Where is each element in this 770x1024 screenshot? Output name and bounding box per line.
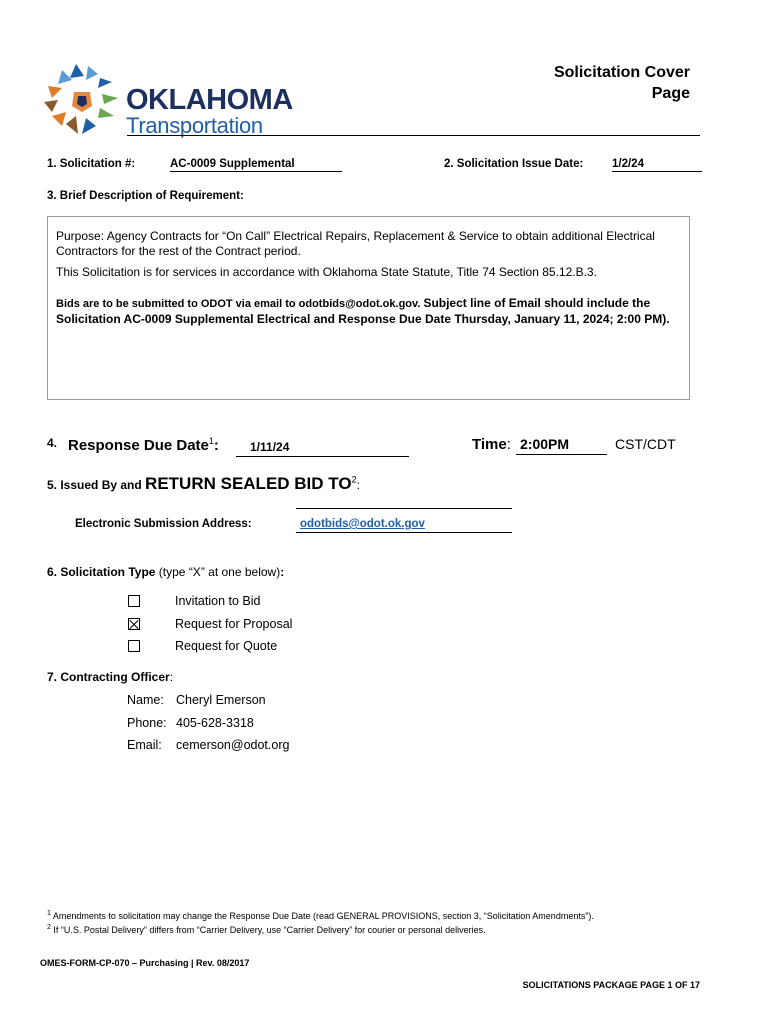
officer-phone-label: Phone: xyxy=(127,716,167,730)
issued-by-rule xyxy=(296,508,512,509)
page-title xyxy=(554,62,690,104)
response-due-date-value: 1/11/24 xyxy=(250,440,290,454)
timezone-text: CST/CDT xyxy=(615,436,676,452)
time-value: 2:00PM xyxy=(520,436,570,452)
officer-email-label: Email: xyxy=(127,738,162,752)
footer-page-number: SOLICITATIONS PACKAGE PAGE 1 OF 17 xyxy=(522,980,700,990)
response-footnote-marker: 1 xyxy=(208,436,214,446)
submission-address-link[interactable]: odotbids@odot.ok.gov xyxy=(300,518,425,530)
checkbox-request-for-quote[interactable] xyxy=(128,640,140,652)
header-divider xyxy=(127,135,700,136)
solicitation-number-field[interactable] xyxy=(170,158,342,172)
issued-by-footnote-marker: 2 xyxy=(351,474,357,485)
response-due-date-field[interactable] xyxy=(236,440,409,457)
time-colon: : xyxy=(506,436,511,453)
issue-date-label: 2. Solicitation Issue Date: xyxy=(444,158,584,170)
solicitation-type-label xyxy=(47,565,284,579)
bids-email-text: Bids are to be submitted to ODOT via email to odotbids@odot.ok.gov. xyxy=(56,298,424,310)
oklahoma-star-logo-icon xyxy=(40,60,124,138)
contracting-officer-label xyxy=(47,670,173,684)
logo-wordmark-transportation: Transportation xyxy=(126,113,263,138)
option-request-for-quote[interactable] xyxy=(128,639,428,655)
time-label xyxy=(472,436,511,453)
response-number: 4. xyxy=(47,436,58,450)
footnote-marker: 1 xyxy=(47,910,51,917)
submission-address-field[interactable] xyxy=(296,518,512,533)
page-title-line2: Page xyxy=(651,85,690,102)
solicitation-type-hint: (type “X” at one below) xyxy=(155,565,281,579)
solicitation-number-label: 1. Solicitation #: xyxy=(47,158,136,170)
option-label: Invitation to Bid xyxy=(175,594,261,608)
issued-by-label xyxy=(47,474,360,494)
logo-wordmark-oklahoma: OKLAHOMA xyxy=(126,84,293,116)
footnotes xyxy=(47,908,594,936)
response-colon: : xyxy=(213,437,219,454)
option-label: Request for Quote xyxy=(175,639,278,653)
officer-phone-value: 405-628-3318 xyxy=(176,716,254,730)
description-label: 3. Brief Description of Requirement: xyxy=(47,190,244,202)
officer-email-value[interactable]: cemerson@odot.org xyxy=(176,738,290,752)
option-label: Request for Proposal xyxy=(175,617,293,631)
option-invitation-to-bid[interactable] xyxy=(128,594,428,610)
time-label-text: Time xyxy=(472,436,507,453)
option-request-for-proposal[interactable] xyxy=(128,617,428,633)
checkbox-invitation-to-bid[interactable] xyxy=(128,595,140,607)
solicitation-type-colon: : xyxy=(280,565,285,579)
solicitation-number-value: AC-0009 Supplemental xyxy=(170,158,295,170)
description-purpose: Purpose: Agency Contracts for “On Call” Electrical Repairs, Replacement & Service to obtain additional Electrical Contractors for the rest of the Contract period. xyxy=(56,229,655,258)
time-field[interactable] xyxy=(516,436,607,455)
footnote-text: If “U.S. Postal Delivery” differs from “Carrier Delivery, use “Carrier Delivery” for courier or personal deliveries. xyxy=(50,925,486,935)
officer-name-label: Name: xyxy=(127,693,164,707)
description-bids-instructions xyxy=(56,296,681,328)
footnote-1 xyxy=(47,908,594,922)
footnote-marker: 2 xyxy=(47,924,51,931)
contracting-officer-colon: : xyxy=(169,670,174,684)
issue-date-field[interactable] xyxy=(612,158,702,172)
issued-by-big-text: RETURN SEALED BID TO xyxy=(145,474,352,493)
response-due-date-label xyxy=(68,436,219,454)
footnote-text: Amendments to solicitation may change the Response Due Date (read GENERAL PROVISIONS, section 3, “Solicitation Amendments”). xyxy=(50,911,594,921)
response-due-date-text: Response Due Date xyxy=(68,437,209,454)
address-label: Electronic Submission Address: xyxy=(75,518,252,530)
solicitation-type-text: 6. Solicitation Type xyxy=(47,565,156,579)
footnote-2 xyxy=(47,922,594,936)
description-box[interactable] xyxy=(47,216,690,400)
issued-by-colon: : xyxy=(356,478,360,492)
issue-date-value: 1/2/24 xyxy=(612,158,644,170)
checkbox-request-for-proposal-checked[interactable] xyxy=(128,618,140,630)
footer-form-id: OMES-FORM-CP-070 – Purchasing | Rev. 08/2017 xyxy=(40,958,250,968)
page-title-line1: Solicitation Cover xyxy=(553,64,690,81)
contracting-officer-text: 7. Contracting Officer xyxy=(47,670,170,684)
issued-by-small-text: 5. Issued By and xyxy=(47,478,146,492)
bids-subject-text: Subject line of Email should include the Solicitation AC-0009 Supplemental Electrical and Response Due Date Thursday, January 11, 2024; 2:00 PM). xyxy=(56,296,670,326)
officer-name-value: Cheryl Emerson xyxy=(176,693,266,707)
description-statute: This Solicitation is for services in accordance with Oklahoma State Statute, Title 74 Section 85.12.B.3. xyxy=(56,265,597,279)
